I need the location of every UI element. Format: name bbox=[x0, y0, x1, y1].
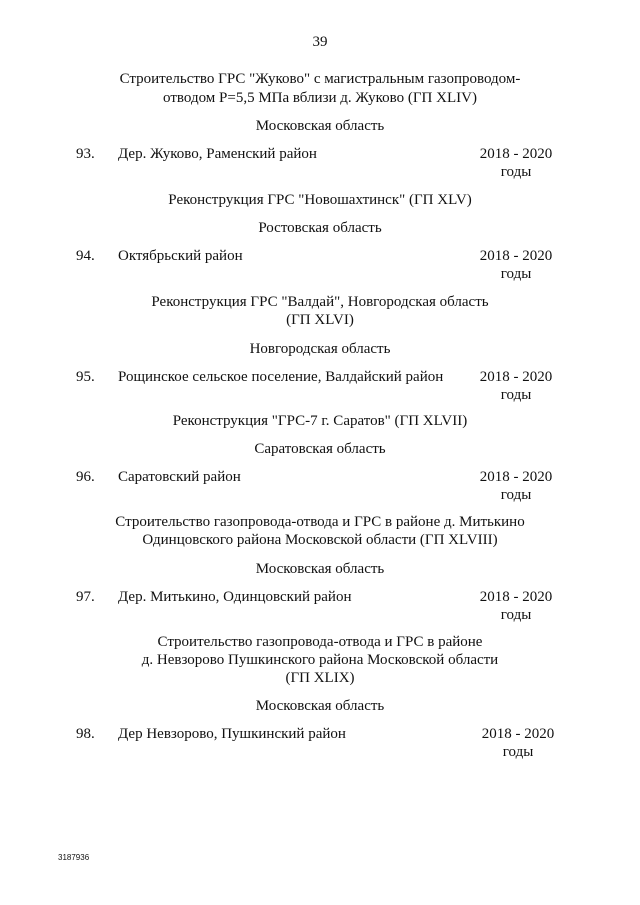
item-location: Саратовский район bbox=[118, 469, 241, 485]
region-name: Новгородская область bbox=[249, 341, 391, 357]
document-code: 3187936 bbox=[58, 853, 90, 862]
section-heading-line: (ГП XLIX) bbox=[285, 670, 355, 686]
section-heading-line: Реконструкция ГРС "Новошахтинск" (ГП XLV) bbox=[168, 192, 472, 208]
section-heading-line: Строительство газопровода-отвода и ГРС в районе д. Митькино bbox=[115, 514, 525, 530]
item-number: 98. bbox=[76, 726, 95, 742]
section-heading-line: Одинцовского района Московской области (ГП XLVIII) bbox=[142, 532, 498, 548]
region-name: Саратовская область bbox=[254, 441, 386, 457]
section-heading-line: (ГП XLVI) bbox=[286, 312, 354, 328]
item-years-unit: годы bbox=[500, 487, 532, 503]
item-location: Дер Невзорово, Пушкинский район bbox=[118, 726, 346, 742]
page-number: 39 bbox=[312, 34, 328, 50]
item-years-unit: годы bbox=[500, 164, 532, 180]
item-number: 93. bbox=[76, 146, 95, 162]
item-years-unit: годы bbox=[500, 266, 532, 282]
item-years: 2018 - 2020 bbox=[481, 726, 555, 742]
item-years: 2018 - 2020 bbox=[479, 146, 553, 162]
section-heading-line: Строительство газопровода-отвода и ГРС в районе bbox=[157, 634, 483, 650]
item-location: Октябрьский район bbox=[118, 248, 243, 264]
item-number: 94. bbox=[76, 248, 95, 264]
item-location: Рощинское сельское поселение, Валдайский район bbox=[118, 369, 444, 385]
item-number: 95. bbox=[76, 369, 95, 385]
item-number: 97. bbox=[76, 589, 95, 605]
section-heading-line: Реконструкция ГРС "Валдай", Новгородская область bbox=[151, 294, 489, 310]
item-years: 2018 - 2020 bbox=[479, 469, 553, 485]
item-years: 2018 - 2020 bbox=[479, 369, 553, 385]
item-years: 2018 - 2020 bbox=[479, 248, 553, 264]
region-name: Ростовская область bbox=[258, 220, 382, 236]
section-heading-line: отводом Р=5,5 МПа вблизи д. Жуково (ГП XLIV) bbox=[163, 90, 477, 106]
item-location: Дер. Жуково, Раменский район bbox=[118, 146, 317, 162]
region-name: Московская область bbox=[255, 118, 385, 134]
section-heading-line: Реконструкция "ГРС-7 г. Саратов" (ГП XLVII) bbox=[172, 413, 468, 429]
item-years-unit: годы bbox=[502, 744, 534, 760]
item-years-unit: годы bbox=[500, 387, 532, 403]
item-number: 96. bbox=[76, 469, 95, 485]
section-heading-line: д. Невзорово Пушкинского района Московской области bbox=[141, 652, 499, 668]
region-name: Московская область bbox=[255, 698, 385, 714]
item-years-unit: годы bbox=[500, 607, 532, 623]
section-heading-line: Строительство ГРС "Жуково" с магистральным газопроводом- bbox=[119, 71, 521, 87]
item-years: 2018 - 2020 bbox=[479, 589, 553, 605]
item-location: Дер. Митькино, Одинцовский район bbox=[118, 589, 352, 605]
region-name: Московская область bbox=[255, 561, 385, 577]
